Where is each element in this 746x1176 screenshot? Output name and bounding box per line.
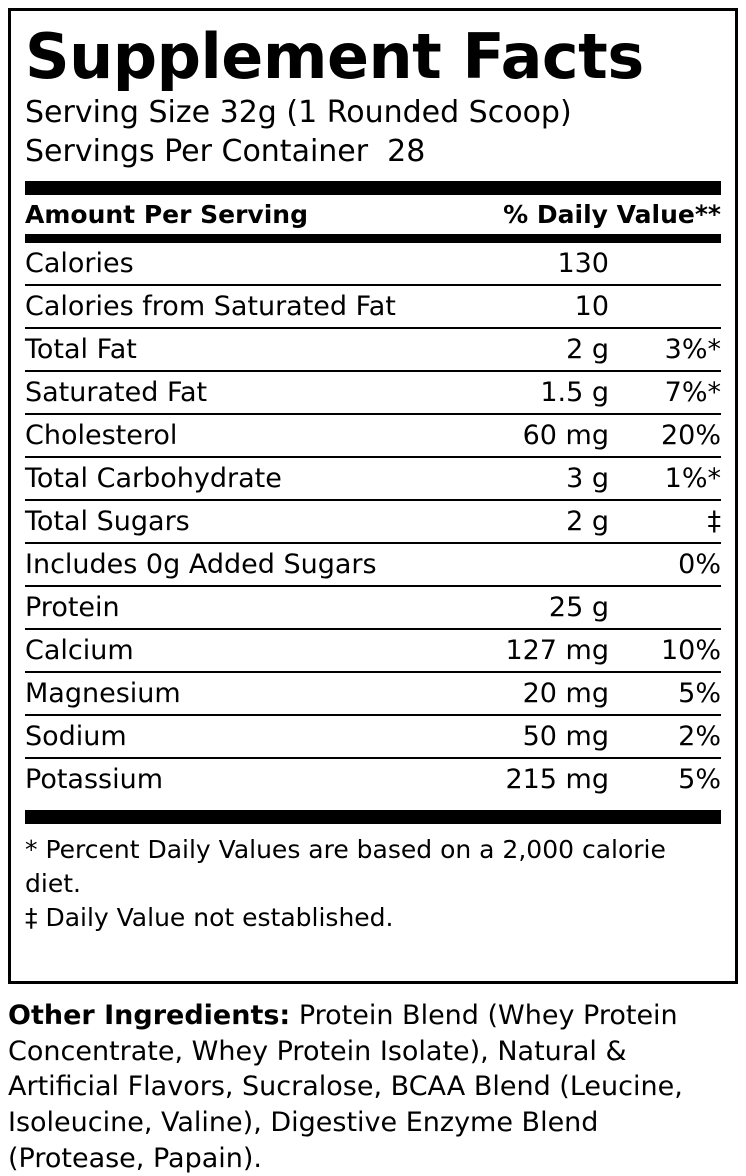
- nutrient-amount: [482, 543, 610, 586]
- table-row: [25, 586, 721, 629]
- table-row: [25, 629, 721, 672]
- nutrient-daily-value: 10%: [609, 629, 721, 672]
- table-row: [25, 328, 721, 371]
- other-ingredients-label: Other Ingredients:: [8, 1000, 291, 1031]
- nutrient-daily-value: [609, 586, 721, 629]
- nutrient-amount: 50 mg: [482, 715, 610, 758]
- nutrition-table: [25, 195, 721, 236]
- other-ingredients-text: Protein Blend (Whey Protein Concentrate, Whey Protein Isolate), Natural & Artificial Flavors, Sucralose, BCAA Blend (Leucine, Isoleucine, Valine), Digestive Enzyme Blend (Protease, Papain).: [8, 1000, 683, 1174]
- nutrient-amount: 3 g: [482, 457, 610, 500]
- table-row: [25, 414, 721, 457]
- table-row: [25, 672, 721, 715]
- nutrient-name: Total Carbohydrate: [25, 457, 482, 500]
- nutrient-daily-value: 20%: [609, 414, 721, 457]
- nutrient-amount: 10: [482, 285, 610, 328]
- nutrient-amount: 1.5 g: [482, 371, 610, 414]
- nutrient-name: Magnesium: [25, 672, 482, 715]
- nutrient-name: Cholesterol: [25, 414, 482, 457]
- nutrient-daily-value: ‡: [609, 500, 721, 543]
- nutrient-amount: 25 g: [482, 586, 610, 629]
- divider-thick-bottom: [25, 810, 721, 824]
- table-row: [25, 543, 721, 586]
- nutrient-amount: 60 mg: [482, 414, 610, 457]
- nutrient-name: Calories: [25, 243, 482, 285]
- table-row: [25, 715, 721, 758]
- nutrient-name: Protein: [25, 586, 482, 629]
- nutrient-daily-value: 5%: [678, 764, 721, 796]
- table-row: [25, 500, 721, 543]
- divider-thick-top: [25, 181, 721, 195]
- nutrient-name: Includes 0g Added Sugars: [25, 543, 482, 586]
- nutrient-amount: 215 mg: [505, 764, 609, 796]
- nutrient-name: Saturated Fat: [25, 371, 482, 414]
- footnote-not-established: ‡ Daily Value not established.: [25, 902, 394, 932]
- nutrient-daily-value: 7%*: [609, 371, 721, 414]
- nutrient-daily-value: 3%*: [609, 328, 721, 371]
- nutrient-daily-value: 1%*: [609, 457, 721, 500]
- nutrient-name: Calcium: [25, 629, 482, 672]
- nutrient-amount: 2 g: [482, 500, 610, 543]
- nutrient-daily-value: [609, 285, 721, 328]
- nutrient-name: Sodium: [25, 715, 482, 758]
- servings-per-container: Servings Per Container 28: [25, 133, 426, 169]
- other-ingredients: [8, 998, 738, 1176]
- nutrient-daily-value: [609, 243, 721, 285]
- table-row: [25, 243, 721, 285]
- nutrient-daily-value: 0%: [609, 543, 721, 586]
- supplement-facts-panel: [8, 8, 738, 984]
- table-row: [25, 285, 721, 328]
- nutrient-name: Total Fat: [25, 328, 482, 371]
- table-header-row: [25, 195, 721, 235]
- header-daily-value: % Daily Value**: [503, 195, 721, 235]
- nutrient-amount: 130: [482, 243, 610, 285]
- nutrient-name: Total Sugars: [25, 500, 482, 543]
- nutrient-daily-value: 2%: [609, 715, 721, 758]
- nutrient-daily-value: 5%: [609, 672, 721, 715]
- divider-medium: [25, 236, 721, 243]
- nutrition-rows-table: [25, 243, 721, 800]
- table-row: [25, 457, 721, 500]
- footnote-daily-values: * Percent Daily Values are based on a 2,000 calorie diet.: [25, 835, 666, 898]
- nutrient-amount: 127 mg: [482, 629, 610, 672]
- nutrient-name: Potassium: [25, 764, 164, 796]
- header-amount-per-serving: Amount Per Serving: [25, 195, 503, 235]
- table-row: [25, 758, 721, 800]
- nutrient-amount: 2 g: [482, 328, 610, 371]
- page-title: Supplement Facts: [25, 20, 644, 93]
- table-row: [25, 371, 721, 414]
- nutrient-name: Calories from Saturated Fat: [25, 285, 482, 328]
- serving-size: Serving Size 32g (1 Rounded Scoop): [25, 95, 572, 131]
- nutrient-amount: 20 mg: [482, 672, 610, 715]
